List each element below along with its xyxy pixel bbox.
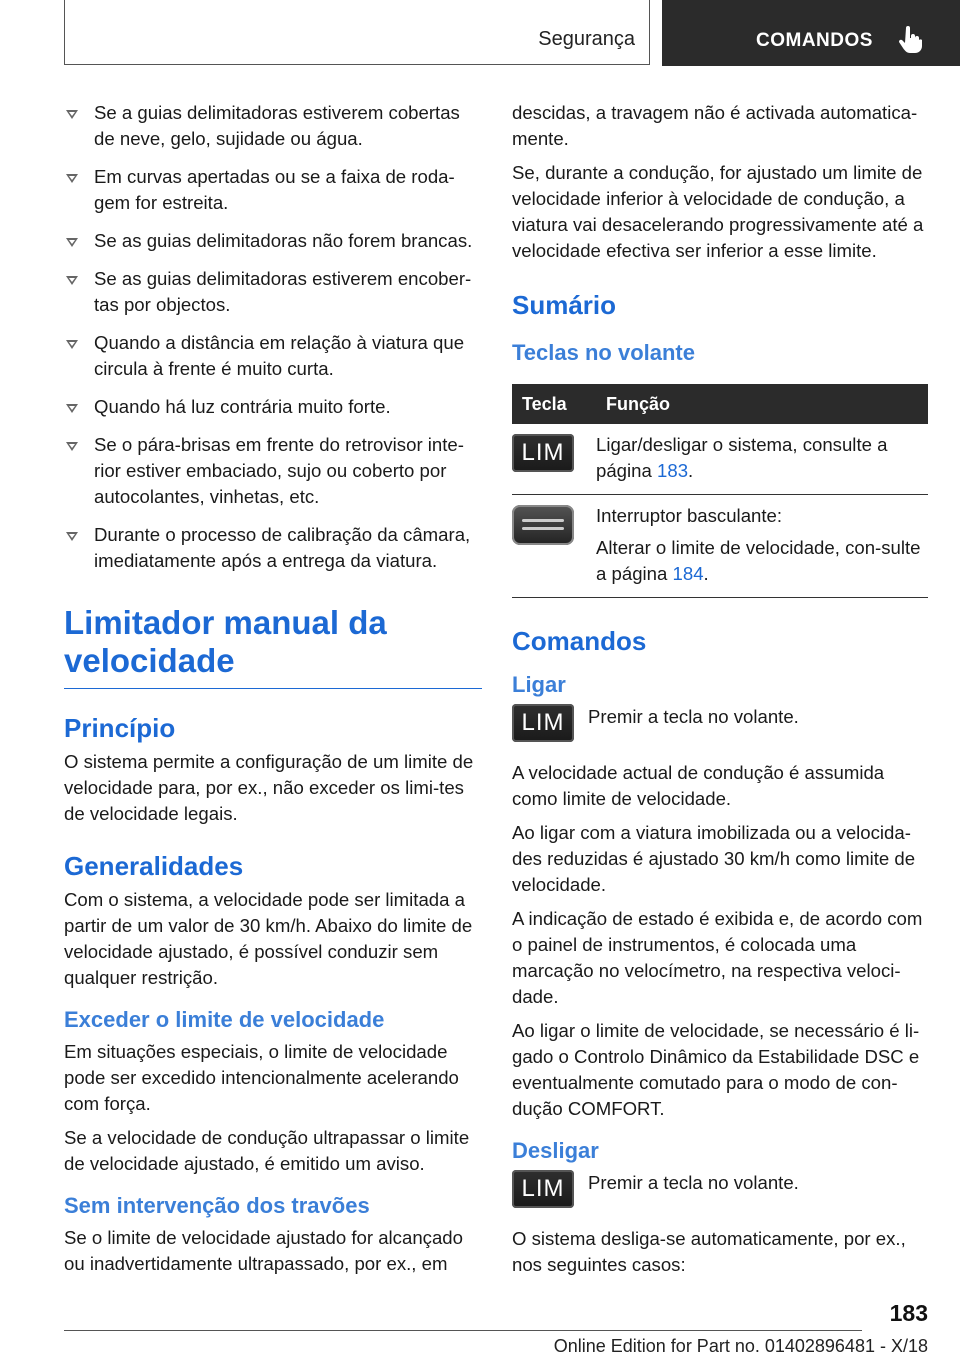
ligar-text-1: A velocidade actual de condução é assumida como limite de velocidade. <box>512 762 885 809</box>
ligar-key-row <box>512 704 930 748</box>
edition-footer: Online Edition for Part no. 01402896481 - X/18 <box>553 1336 928 1356</box>
list-item: Se a guias delimitadoras estiverem cobertas de neve, gelo, sujidade ou água. <box>64 100 482 152</box>
travoes-heading: Sem intervenção dos travões <box>64 1193 370 1218</box>
ligar-text-4: Ao ligar o limite de velocidade, se necessário é li-gado o Controlo Dinâmico da Estabilidade DSC e eventualmente comutado para o modo de con-dução COMFORT. <box>512 1020 920 1119</box>
triangle-bullet-icon <box>66 340 78 349</box>
page-header <box>0 0 960 66</box>
page-number: 183 <box>889 1300 928 1326</box>
desligar-key-row <box>512 1170 930 1214</box>
table-row <box>512 495 928 598</box>
list-item: Em curvas apertadas ou se a faixa de roda-gem for estreita. <box>64 164 482 216</box>
triangle-bullet-icon <box>66 276 78 285</box>
chapter-title: COMANDOS <box>756 30 873 51</box>
keys-table <box>512 384 928 598</box>
triangle-bullet-icon <box>66 404 78 413</box>
key-cell <box>512 424 596 495</box>
list-item: Se as guias delimitadoras estiverem encober-tas por objectos. <box>64 266 482 318</box>
ligar-text-3: A indicação de estado é exibida e, de acordo com o painel de instrumentos, é colocada uma marcação no velocímetro, na respectiva veloci-dade. <box>512 908 923 1007</box>
lim-button-icon: LIM <box>512 704 574 742</box>
chapter-tab <box>662 0 960 66</box>
column-header-function: Função <box>596 384 928 424</box>
desligar-heading: Desligar <box>512 1138 599 1163</box>
triangle-bullet-icon <box>66 174 78 183</box>
triangle-bullet-icon <box>66 442 78 451</box>
chapter-heading: Limitador manual da velocidade <box>64 604 482 689</box>
ligar-instruction: Premir a tecla no volante. <box>588 706 799 727</box>
principio-heading: Princípio <box>64 713 176 743</box>
footer-divider <box>64 1330 862 1331</box>
page-link[interactable]: 183 <box>657 460 689 481</box>
table-row <box>512 424 928 495</box>
list-item: Durante o processo de calibração da câmara, imediatamente após a entrega da viatura. <box>64 522 482 574</box>
comandos-heading: Comandos <box>512 626 647 656</box>
triangle-bullet-icon <box>66 532 78 541</box>
exceder-text-2: Se a velocidade de condução ultrapassar o limite de velocidade ajustado, é emitido um aviso. <box>64 1127 470 1174</box>
generalidades-heading: Generalidades <box>64 851 244 881</box>
desligar-text-1: O sistema desliga-se automaticamente, por ex., nos seguintes casos: <box>512 1228 906 1275</box>
list-item: Quando há luz contrária muito forte. <box>64 394 482 420</box>
list-item: Se as guias delimitadoras não forem brancas. <box>64 228 482 254</box>
page-link[interactable]: 184 <box>672 563 704 584</box>
right-column <box>512 100 930 1286</box>
lim-button-icon: LIM <box>512 1170 574 1208</box>
generalidades-text: Com o sistema, a velocidade pode ser limitada a partir de um valor de 30 km/h. Abaixo do limite de velocidade ajustado, é possível conduzir sem qualquer restrição. <box>64 889 473 988</box>
principio-text: O sistema permite a configuração de um limite de velocidade para, por ex., não exceder os limi-tes de velocidade legais. <box>64 751 474 824</box>
continued-text-2: Se, durante a condução, for ajustado um limite de velocidade inferior à velocidade de condução, a viatura vai desacelerando progressivamente até a velocidade efectiva ser inferior a esse limite. <box>512 162 924 261</box>
ligar-heading: Ligar <box>512 672 566 697</box>
key-cell <box>512 495 596 598</box>
triangle-bullet-icon <box>66 110 78 119</box>
triangle-bullet-icon <box>66 238 78 247</box>
lim-button-icon: LIM <box>512 434 574 472</box>
function-cell: Ligar/desligar o sistema, consulte a página 183. <box>596 424 928 495</box>
condition-list <box>64 100 482 574</box>
exceder-text-1: Em situações especiais, o limite de velocidade pode ser excedido intencionalmente acelerando com força. <box>64 1041 459 1114</box>
ligar-text-2: Ao ligar com a viatura imobilizada ou a velocida-des reduzidas é ajustado 30 km/h como limite de velocidade. <box>512 822 916 895</box>
list-item: Quando a distância em relação à viatura que circula à frente é muito curta. <box>64 330 482 382</box>
column-header-key: Tecla <box>512 384 596 424</box>
section-box <box>64 0 650 65</box>
function-cell: Interruptor basculante: Alterar o limite de velocidade, con-sulte a página 184. <box>596 495 928 598</box>
continued-text-1: descidas, a travagem não é activada automatica-mente. <box>512 102 918 149</box>
sumario-heading: Sumário <box>512 290 617 320</box>
exceder-heading: Exceder o limite de velocidade <box>64 1007 385 1032</box>
table-header-row <box>512 384 928 424</box>
list-item: Se o pára-brisas em frente do retrovisor inte-rior estiver embaciado, sujo ou coberto por autocolantes, vinhetas, etc. <box>64 432 482 510</box>
section-title: Segurança <box>538 28 635 50</box>
left-column <box>64 100 482 1285</box>
teclas-heading: Teclas no volante <box>512 340 695 365</box>
travoes-text: Se o limite de velocidade ajustado for alcançado ou inadvertidamente ultrapassado, por ex., em <box>64 1227 463 1274</box>
hand-pointer-icon <box>897 26 923 54</box>
rocker-switch-icon <box>512 505 574 545</box>
desligar-instruction: Premir a tecla no volante. <box>588 1172 799 1193</box>
